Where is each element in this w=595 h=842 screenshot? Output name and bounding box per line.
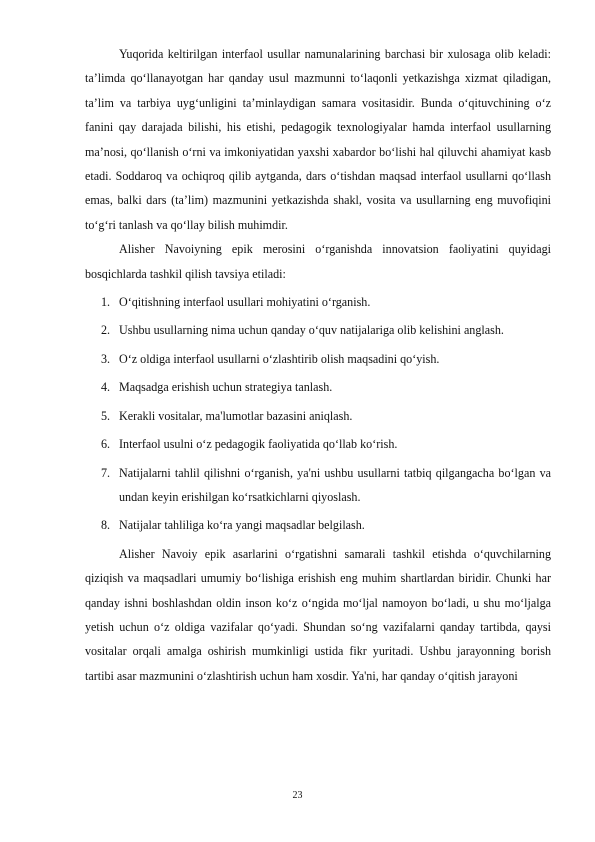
- paragraph-conclusion: Alisher Navoiy epik asarlarini o‘rgatishni samarali tashkil etishda o‘quvchilarning qiziqish va maqsadlari umumiy bo‘lishiga erishish eng muhim shartlardan biridir. Chunki har qanday ishni boshlashdan oldin inson ko‘z o‘ngida mo‘ljal namoyon bo‘ladi, u shu mo‘ljalga yetish uchun o‘z oldiga vazifalar qo‘yadi. Shundan so‘ng vazifalarni qanday tartibda, qaysi vositalar orqali amalga oshirish mumkinligi ustida fikr yuritadi. Ushbu jarayonning borish tartibi asar mazmunini o‘zlashtirish uchun ham xosdir. Ya'ni, har qanday o‘qitish jarayoni: [85, 546, 551, 683]
- list-item: [85, 432, 551, 456]
- list-item-number: 2.: [101, 323, 111, 338]
- list-item-text: Maqsadga erishish uchun strategiya tanlash.: [119, 380, 333, 395]
- list-item-number: 3.: [101, 351, 111, 366]
- list-item-number: 4.: [101, 380, 111, 395]
- list-item-number: 8.: [101, 518, 111, 533]
- list-item-text: Natijalar tahliliga ko‘ra yangi maqsadlar belgilash.: [119, 518, 365, 533]
- list-item-number: 7.: [101, 465, 111, 480]
- list-item-text: O‘qitishning interfaol usullari mohiyatini o‘rganish.: [119, 295, 371, 310]
- paragraph-intro: Yuqorida keltirilgan interfaol usullar namunalarining barchasi bir xulosaga olib keladi: ta’limda qo‘llanayotgan har qanday usul mazmunni to‘laqonli yetkazishga xizmat qiladigan, ta’lim va tarbiya uyg‘unligini ta’minlaydigan samara vositasidir. Bunda o‘qituvchining o‘z fanini qay darajada bilishi, his etishi, pedagogik texnologiyalar hamda interfaol usullarning ma’nosi, qo‘llanish o‘rni va imkoniyatidan yaxshi xabardor bo‘lishi hal qiluvchi ahamiyat kasb etadi. Soddaroq va ochiqroq qilib aytganda, dars o‘tishdan maqsad interfaol usullarni qo‘llash emas, balki dars (ta’lim) mazmunini yetkazishda shakl, vosita va usullarning eng muvofiqini to‘g‘ri tanlash va qo‘llay bilish muhimdir.: [85, 47, 551, 232]
- list-item: [85, 347, 551, 371]
- list-item: [85, 513, 551, 537]
- paragraph-stages-lead: Alisher Navoiyning epik merosini o‘rganishda innovatsion faoliyatini quyidagi bosqichlarda tashkil qilish tavsiya etiladi:: [85, 242, 551, 281]
- list-item-number: 5.: [101, 408, 111, 423]
- stages-list-wrapper: [85, 290, 551, 538]
- list-item-number: 1.: [101, 295, 111, 310]
- list-item-text: Kerakli vositalar, ma'lumotlar bazasini aniqlash.: [119, 408, 353, 423]
- list-item-text: O‘z oldiga interfaol usullarni o‘zlashtirib olish maqsadini qo‘yish.: [119, 351, 440, 366]
- list-item: [85, 375, 551, 399]
- body-text: [85, 42, 551, 688]
- list-item-number: 6.: [101, 437, 111, 452]
- list-item: [85, 404, 551, 428]
- list-item-text: Ushbu usullarning nima uchun qanday o‘quv natijalariga olib kelishini anglash.: [119, 323, 504, 338]
- list-item-text: Interfaol usulni o‘z pedagogik faoliyatida qo‘llab ko‘rish.: [119, 437, 398, 452]
- list-item: [85, 318, 551, 342]
- page-number: 23: [292, 790, 303, 801]
- list-item-text: Natijalarni tahlil qilishni o‘rganish, ya'ni ushbu usullarni tatbiq qilgangacha bo‘lgan va undan keyin erishilgan ko‘rsatkichlarni qiyoslash.: [119, 465, 551, 504]
- list-item: [85, 461, 551, 510]
- list-item: [85, 290, 551, 314]
- stages-list: [85, 290, 551, 538]
